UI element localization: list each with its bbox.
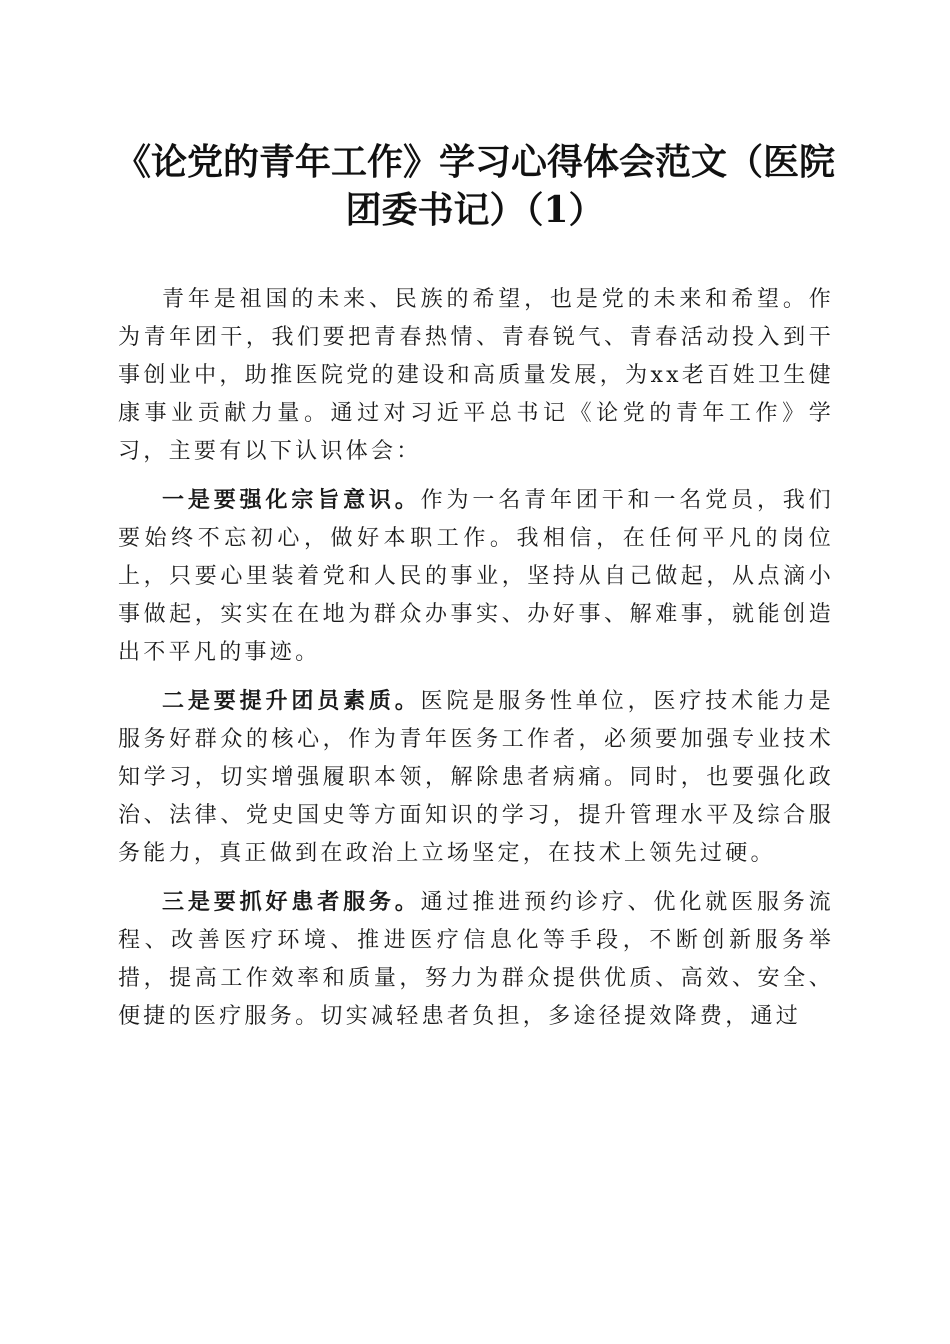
paragraph-text: 作为一名青年团干和一名党员，我们要始终不忘初心，做好本职工作。我相信，在任何平凡的岗位上，只要心里装着党和人民的事业，坚持从自己做起，从点滴小事做起，实实在在地为群众办事实、办好事、解难事，就能创造出不平凡的事迹。 (118, 488, 834, 665)
paragraph-text: 青年是祖国的未来、民族的希望，也是党的未来和希望。作为青年团干，我们要把青春热情、青春锐气、青春活动投入到干事创业中，助推医院党的建设和高质量发展，为xx老百姓卫生健康事业贡献力量。通过对习近平总书记《论党的青年工作》学习，主要有以下认识体会： (118, 287, 834, 464)
document-body (118, 280, 834, 1046)
paragraph-text: 通过推进预约诊疗、优化就医服务流程、改善医疗环境、推进医疗信息化等手段，不断创新服务举措，提高工作效率和质量，努力为群众提供优质、高效、安全、便捷的医疗服务。切实减轻患者负担，多途径提效降费，通过 (118, 890, 834, 1029)
paragraph-point-3 (118, 883, 834, 1036)
title-line-2: 团委书记）（1） (345, 189, 605, 231)
paragraph-point-1 (118, 481, 834, 672)
paragraph-text: 医院是服务性单位，医疗技术能力是服务好群众的核心，作为青年医务工作者，必须要加强专业技术知学习，切实增强履职本领，解除患者病痛。同时，也要强化政治、法律、党史国史等方面知识的学习，提升管理水平及综合服务能力，真正做到在政治上立场坚定，在技术上领先过硬。 (118, 689, 834, 866)
title-line-1: 《论党的青年工作》学习心得体会范文（医院 (114, 141, 835, 183)
paragraph-point-2 (118, 682, 834, 873)
paragraph-lead: 三是要抓好患者服务。 (162, 889, 421, 915)
page-title (110, 138, 840, 234)
paragraph-lead: 一是要强化宗旨意识。 (162, 487, 421, 513)
paragraph-intro (118, 280, 834, 471)
paragraph-lead: 二是要提升团员素质。 (162, 688, 421, 714)
